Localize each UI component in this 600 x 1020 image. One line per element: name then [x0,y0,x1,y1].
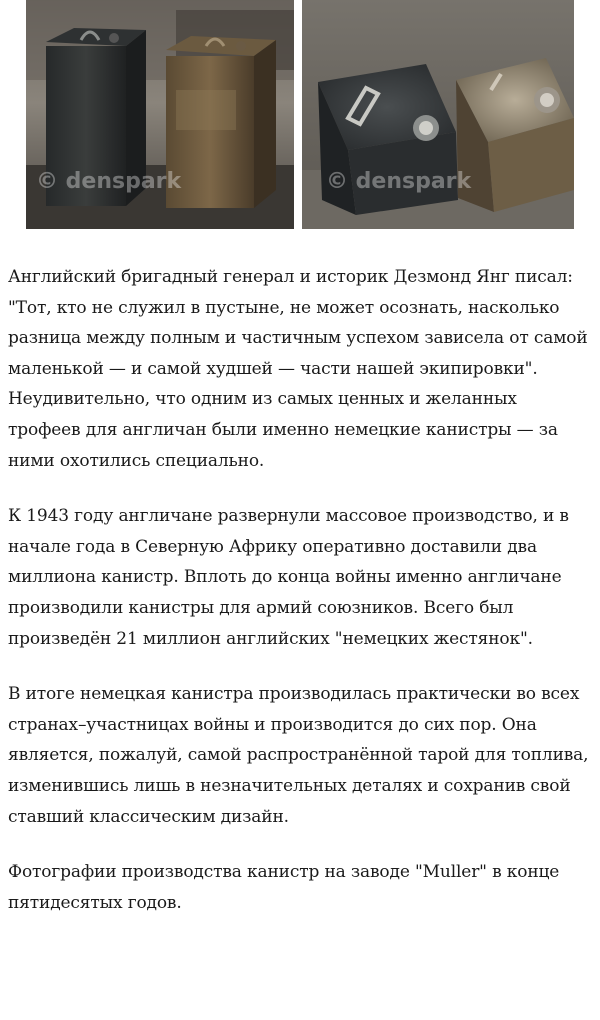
watermark-left: © denspark [36,169,182,194]
canisters-photo [26,0,574,229]
paragraph-1: Английский бригадный генерал и историк Дезмонд Янг писал: "Тот, кто не служил в пустыне, не может осознать, насколько разница между полным и частичным успехом зависела от самой маленькой — и самой худшей — части нашей экипировки". [8,267,588,379]
paragraph-2: Неудивительно, что одним из самых ценных и желанных трофеев для англичан были именно немецкие канистры — за ними охотились специально. [8,389,558,471]
paragraph-gap [8,476,592,501]
paragraph-4: В итоге немецкая канистра производилась практически во всех странах–участницах войны и производится до сих пор. Она является, пожалуй, самой распространённой тарой для топлива, изменившись лишь в незначительных деталях и сохранив свой ставший классическим дизайн. [8,684,589,827]
article-body [8,262,592,918]
watermark-right: © denspark [326,169,472,194]
paragraph-gap [8,832,592,857]
photo-left [26,0,294,229]
paragraph-3: К 1943 году англичане развернули массовое производство, и в начале года в Северную Африку оперативно доставили два миллиона канистр. Вплоть до конца войны именно англичане производили канистры для армий союзников. Всего был произведён 21 миллион английских "немецких жестянок". [8,506,569,649]
photo-right [302,0,574,229]
paragraph-5: Фотографии производства канистр на заводе "Muller" в конце пятидесятых годов. [8,862,560,913]
paragraph-gap [8,654,592,679]
